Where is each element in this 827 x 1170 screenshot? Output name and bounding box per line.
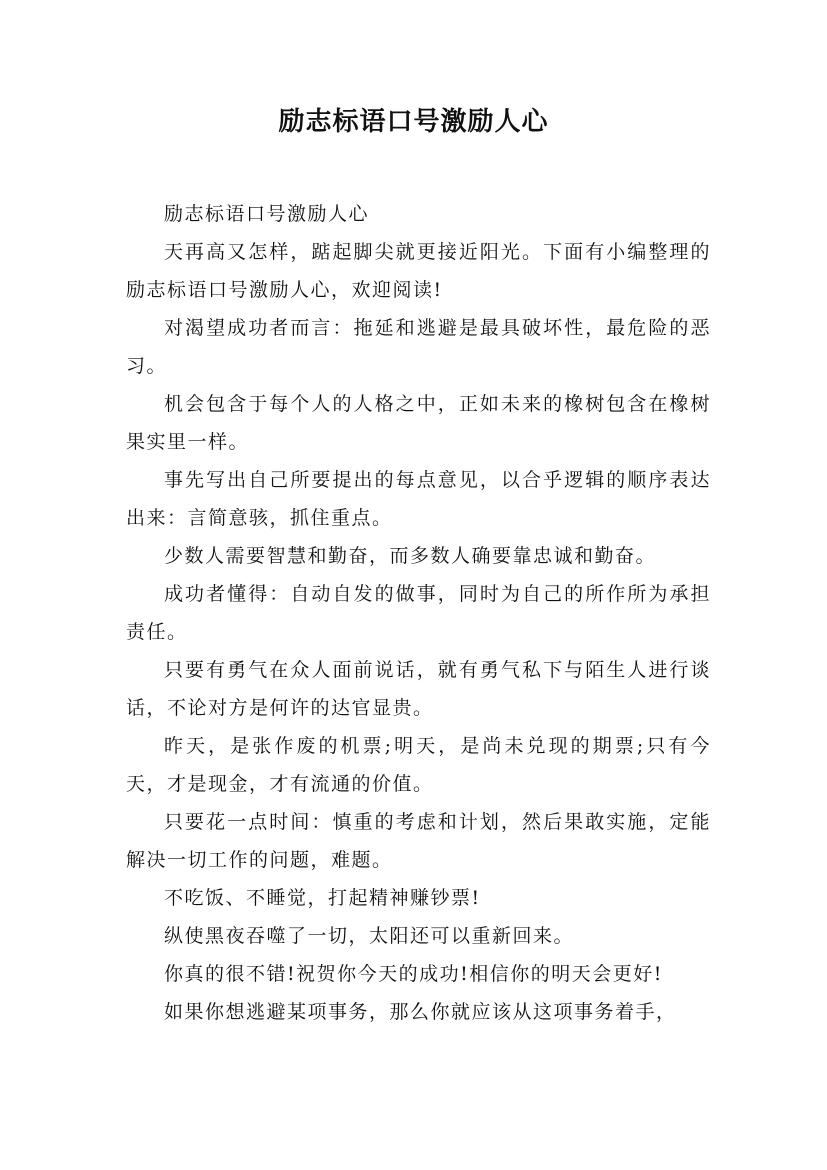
paragraph: 励志标语口号激励人心 bbox=[164, 203, 370, 225]
paragraph: 天再高又怎样，踮起脚尖就更接近阳光。下面有小编整理的励志标语口号激励人心，欢迎阅读! bbox=[126, 241, 711, 301]
paragraph: 对渴望成功者而言：拖延和逃避是最具破坏性，最危险的恶习。 bbox=[126, 317, 711, 377]
paragraph: 事先写出自己所要提出的每点意见，以合乎逻辑的顺序表达出来：言简意骇，抓住重点。 bbox=[126, 469, 711, 529]
document-title: 励志标语口号激励人心 bbox=[278, 107, 549, 137]
paragraph: 如果你想逃避某项事务，那么你就应该从这项事务着手， bbox=[164, 1001, 677, 1023]
paragraph: 少数人需要智慧和勤奋，而多数人确要靠忠诚和勤奋。 bbox=[164, 545, 657, 567]
paragraph: 纵使黑夜吞噬了一切，太阳还可以重新回来。 bbox=[164, 925, 575, 947]
paragraph: 昨天，是张作废的机票;明天，是尚未兑现的期票;只有今天，才是现金，才有流通的价值。 bbox=[126, 735, 711, 795]
paragraph: 成功者懂得：自动自发的做事，同时为自己的所作所为承担责任。 bbox=[126, 583, 711, 643]
document-body bbox=[126, 195, 711, 1031]
paragraph: 不吃饭、不睡觉，打起精神赚钞票! bbox=[164, 887, 481, 909]
paragraph: 你真的很不错!祝贺你今天的成功!相信你的明天会更好! bbox=[164, 963, 663, 985]
paragraph: 只要花一点时间：慎重的考虑和计划，然后果敢实施，定能解决一切工作的问题，难题。 bbox=[126, 811, 711, 871]
paragraph: 只要有勇气在众人面前说话，就有勇气私下与陌生人进行谈话，不论对方是何许的达官显贵。 bbox=[126, 659, 711, 719]
paragraph: 机会包含于每个人的人格之中，正如未来的橡树包含在橡树果实里一样。 bbox=[126, 393, 711, 453]
